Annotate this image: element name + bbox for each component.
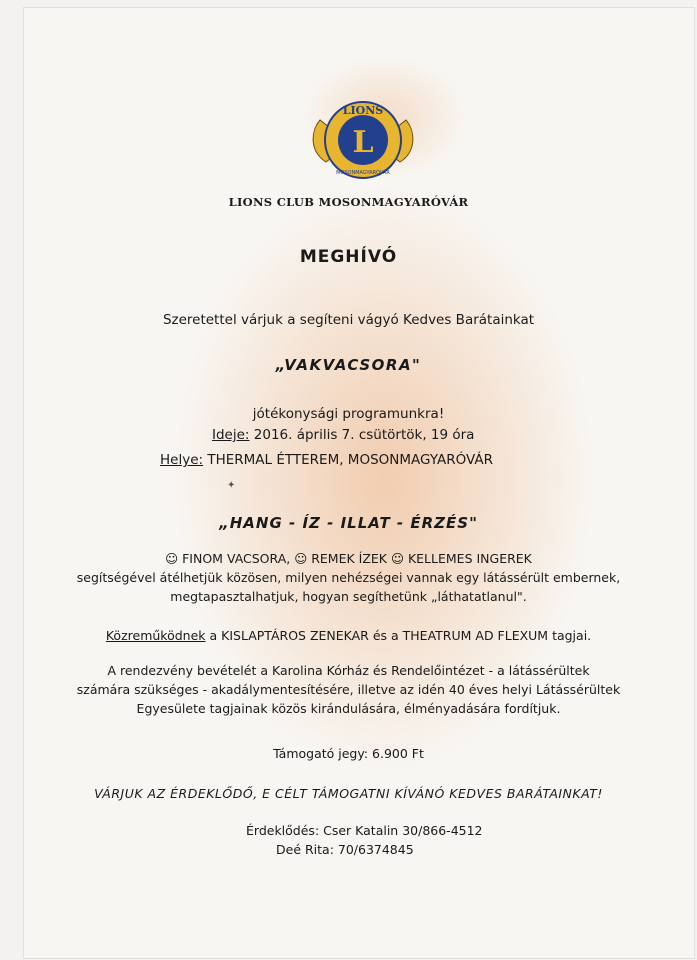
paragraph-line: segítségével átélhetjük közösen, milyen nehézségei vannak egy látássérült embernek,: [76, 570, 621, 585]
club-name: LIONS CLUB MOSONMAGYARÓVÁR: [228, 195, 469, 209]
logo-bottom-text: MOSONMAGYARÓVÁR: [336, 170, 390, 176]
lions-logo: [308, 92, 418, 188]
where-line: [160, 452, 493, 468]
paragraph-line: A rendezvény bevételét a Karolina Kórház és Rendelőintézet - a látássérültek: [107, 663, 590, 678]
contact-rita: Deé Rita: 70/6374845: [276, 842, 414, 857]
where-value: THERMAL ÉTTEREM, MOSONMAGYARÓVÁR: [203, 452, 494, 468]
paragraph-line: Egyesülete tagjainak közös kirándulására, élményadására fordítjuk.: [136, 701, 561, 716]
logo-top-text: LIONS: [342, 104, 384, 117]
contributors-text: a KISLAPTÁROS ZENEKAR és a THEATRUM AD FLEXUM tagjai.: [205, 628, 592, 643]
paragraph-line: megtapasztalhatjuk, hogyan segíthetünk „láthatatlanul".: [170, 589, 527, 604]
event-name: „VAKVACSORA": [275, 356, 422, 374]
paragraph-line: számára szükséges - akadálymentesítésére, illetve az idén 40 éves helyi Látássérültek: [76, 682, 621, 697]
contributors-label: Közreműködnek: [105, 628, 206, 643]
paragraph-line: ☺ FINOM VACSORA, ☺ REMEK ÍZEK ☺ KELLEMES INGEREK: [165, 551, 532, 566]
paragraph-proceeds: [0, 661, 697, 718]
page-title: MEGHÍVÓ: [299, 247, 398, 267]
where-label: Helye:: [160, 452, 204, 468]
logo-letter: L: [352, 125, 374, 160]
when-value: 2016. április 7. csütörtök, 19 óra: [249, 427, 475, 443]
paragraph-experience: [0, 549, 697, 606]
ticket-price: Támogató jegy: 6.900 Ft: [273, 746, 424, 761]
stray-mark: ✦: [227, 480, 236, 491]
slogan: „HANG - ÍZ - ILLAT - ÉRZÉS": [219, 514, 478, 532]
contact-katalin: Érdeklődés: Cser Katalin 30/866-4512: [246, 823, 483, 838]
paragraph-contributors: [0, 626, 697, 645]
program-text: jótékonysági programunkra!: [252, 406, 445, 422]
invitation-closing: VÁRJUK AZ ÉRDEKLŐDŐ, E CÉLT TÁMOGATNI KÍVÁNÓ KEDVES BARÁTAINKAT!: [94, 786, 603, 801]
when-label: Ideje:: [212, 427, 250, 443]
lead-text: Szeretettel várjuk a segíteni vágyó Kedves Barátainkat: [162, 312, 535, 328]
when-line: [212, 427, 474, 443]
